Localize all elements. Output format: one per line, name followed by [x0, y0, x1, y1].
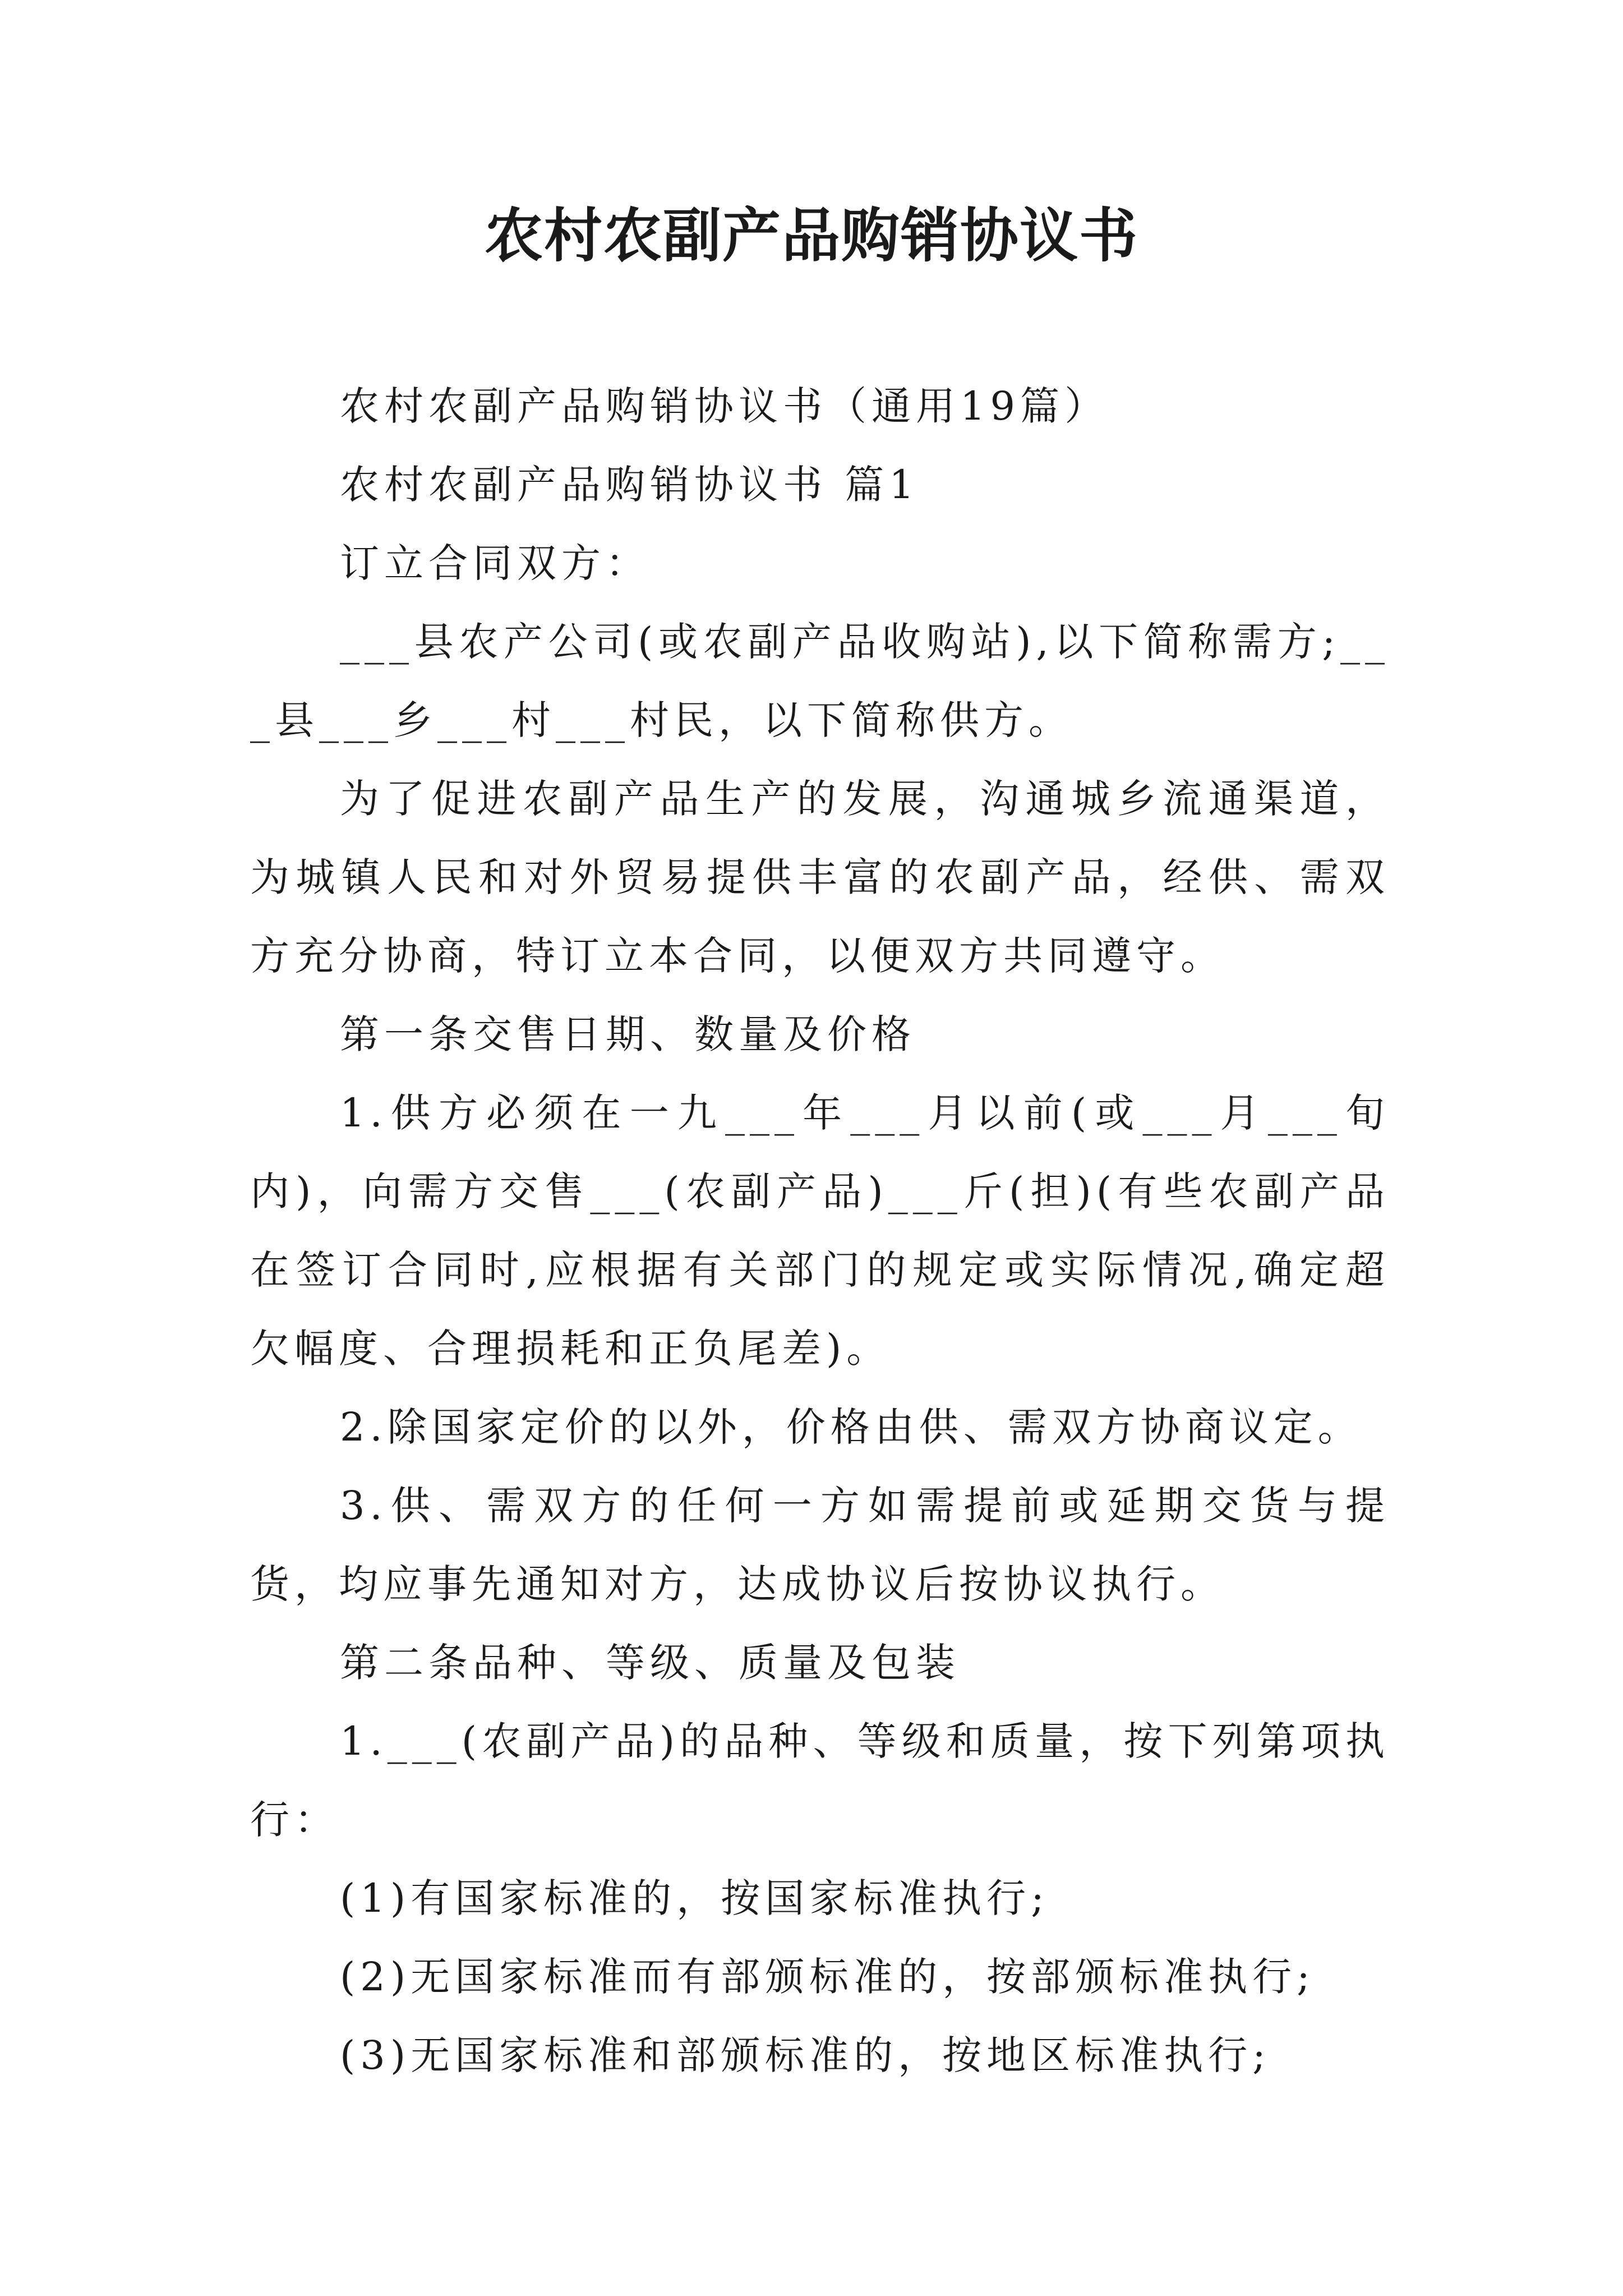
paragraph-article-1-item-1: 1.供方必须在一九___年___月以前(或___月___旬内)，向需方交售___(农副产品)___斤(担)(有些农副产品在签订合同时,应根据有关部门的规定或实际情况,确定超欠幅度、合理损耗和正负尾差)。 — [250, 1090, 1390, 1372]
paragraph-standard-3: (3)无国家标准和部颁标准的，按地区标准执行; — [340, 2032, 1271, 2078]
paragraph-purpose: 为了促进农副产品生产的发展，沟通城乡流通渠道，为城镇人民和对外贸易提供丰富的农副产品，经供、需双方充分协商，特订立本合同，以便双方共同遵守。 — [250, 776, 1390, 979]
paragraph-standard-2: (2)无国家标准而有部颁标准的，按部颁标准执行; — [340, 1954, 1315, 2000]
paragraph-section-heading: 农村农副产品购销协议书 篇1 — [340, 462, 919, 508]
paragraph-article-2-heading: 第二条品种、等级、质量及包装 — [340, 1640, 960, 1686]
paragraph-parties-heading: 订立合同双方： — [340, 540, 650, 586]
paragraph-article-1-item-2: 2.除国家定价的以外，价格由供、需双方协商议定。 — [340, 1404, 1362, 1450]
document-title: 农村农副产品购销协议书 — [484, 201, 1138, 270]
paragraph-parties: ___县农产公司(或农副产品收购站),以下简称需方;___县___乡___村___村民，以下简称供方。 — [250, 619, 1390, 743]
document-body — [250, 367, 1390, 2095]
paragraph-article-1-heading: 第一条交售日期、数量及价格 — [340, 1011, 916, 1057]
paragraph-subtitle: 农村农副产品购销协议书（通用19篇） — [340, 383, 1109, 429]
paragraph-article-1-item-3: 3.供、需双方的任何一方如需提前或延期交货与提货，均应事先通知对方，达成协议后按协议执行。 — [250, 1483, 1390, 1607]
paragraph-standard-1: (1)有国家标准的，按国家标准执行; — [340, 1875, 1049, 1921]
paragraph-article-2-item-1: 1.___(农副产品)的品种、等级和质量，按下列第项执行： — [250, 1718, 1390, 1843]
